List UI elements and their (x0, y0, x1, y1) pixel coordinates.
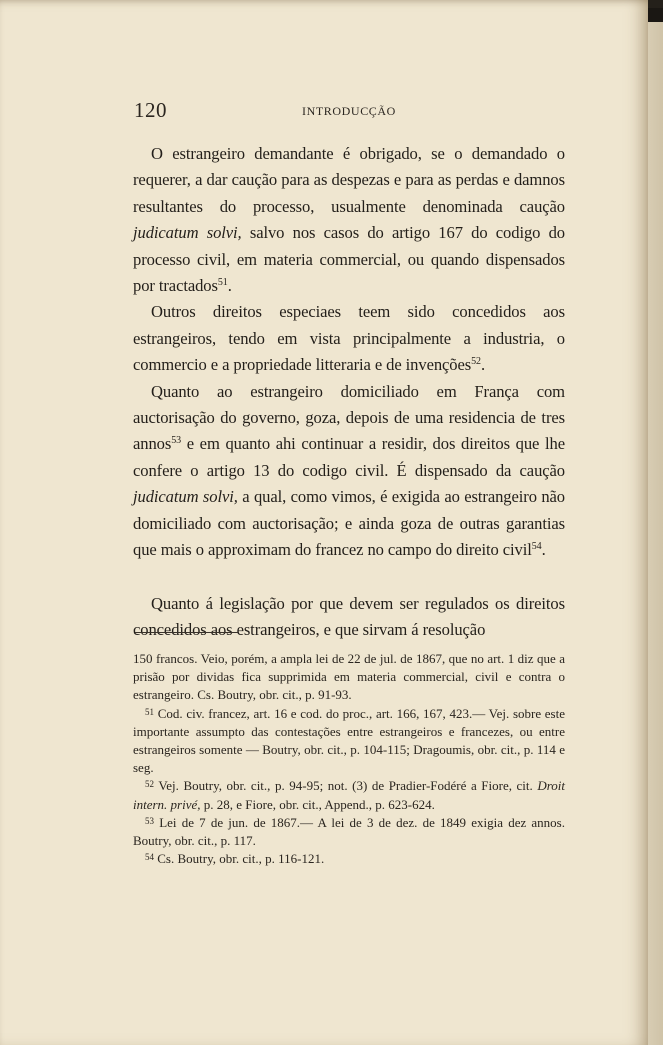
footnote-ref-54[interactable]: 54 (531, 541, 542, 553)
p3-text-b: e em quanto ahi continuar a residir, dos direitos que lhe confere o artigo 13 do codigo civil. É dispensado da caução (133, 434, 565, 480)
p2-text-a: Outros direitos especiaes teem sido concedidos aos estrangeiros, tendo em vista principalmente a industria, o commercio e a propriedade litteraria e de invenções (133, 302, 565, 375)
footnote-mark-52: 52 (145, 779, 154, 790)
footnotes (133, 650, 565, 868)
paragraph-1 (133, 141, 565, 299)
footnote-51-text: Cod. civ. francez, art. 16 e cod. do proc., art. 166, 167, 423.— Vej. sobre este importante assumpto das contestações entre estrangeiros e francezes, ou entre estrangeiros somente — Boutry, obr. cit., p. 104-115; Dragoumis, obr. cit., p. 114 e seg. (133, 705, 566, 776)
footnote-53 (133, 814, 565, 850)
paragraph-3 (133, 379, 565, 564)
footnote-51 (133, 705, 565, 778)
running-head (0, 98, 648, 124)
footnote-ref-51[interactable]: 51 (217, 277, 228, 289)
paragraph-4: Quanto á legislação por que devem ser regulados os direitos concedidos aos estrangeiros, e que sirvam á resolução (133, 593, 565, 639)
p1-text-a: O estrangeiro demandante é obrigado, se o demandado o requerer, a dar caução para as despezas e para as perdas e damnos resultantes do processo, usualmente denominada caução (133, 144, 565, 216)
p3-italic: judicatum solvi, (133, 487, 238, 507)
footnote-ref-52[interactable]: 52 (471, 356, 481, 368)
footnote-continued: 150 francos. Veio, porém, a ampla lei de 22 de jul. de 1867, que no art. 1 diz que a prisão por dividas fica supprimida em materia commercial, civil e contra o estrangeiro. Cs. Boutry, obr. cit., p. 91-93. (133, 651, 565, 703)
p3-text-d: a qual, como vimos, é exigida ao estrangeiro não domiciliado com auctorisação; e ainda goza de outras garantias que mais o approximam do francez no campo do direito civil (133, 487, 566, 560)
footnote-mark-51: 51 (145, 706, 154, 717)
footnote-mark-53: 53 (145, 815, 154, 826)
footnote-53-text: Lei de 7 de jun. de 1867.— A lei de 3 de dez. de 1849 exigia dez annos. Boutry, obr. cit., p. 117. (133, 814, 565, 849)
paragraph-2 (133, 299, 565, 378)
footnote-52-text-c: p. 28, e Fiore, obr. cit., Append., p. 623-624. (200, 796, 435, 812)
p2-text-d: . (480, 355, 486, 375)
footnote-ref-53[interactable]: 53 (171, 435, 182, 447)
main-text (133, 141, 565, 643)
page-number: 120 (134, 98, 167, 122)
footnote-52 (133, 777, 565, 813)
footnote-54 (133, 850, 565, 868)
footnote-divider (135, 632, 239, 633)
p1-text-d: . (227, 276, 232, 296)
p3-text-e: . (541, 540, 546, 560)
p1-text-c: salvo nos casos do artigo 167 do codigo do processo civil, em materia commercial, ou quando dispensados por tractados (133, 223, 565, 296)
p3-text-a: Quanto ao estrangeiro domiciliado em França com auctorisação do governo, goza, depois de uma residencia de tres annos (133, 381, 565, 454)
section-title: INTRODUCÇÃO (302, 104, 396, 118)
footnote-52-italic: Droit intern. privé, (133, 778, 566, 812)
footnote-54-text: Cs. Boutry, obr. cit., p. 116-121. (157, 851, 325, 867)
p1-italic: judicatum solvi, (133, 223, 242, 243)
footnote-mark-54: 54 (145, 852, 154, 863)
footnote-52-text-a: Vej. Boutry, obr. cit., p. 94-95; not. (3) de Pradier-Fodéré a Fiore, cit. (158, 778, 538, 794)
